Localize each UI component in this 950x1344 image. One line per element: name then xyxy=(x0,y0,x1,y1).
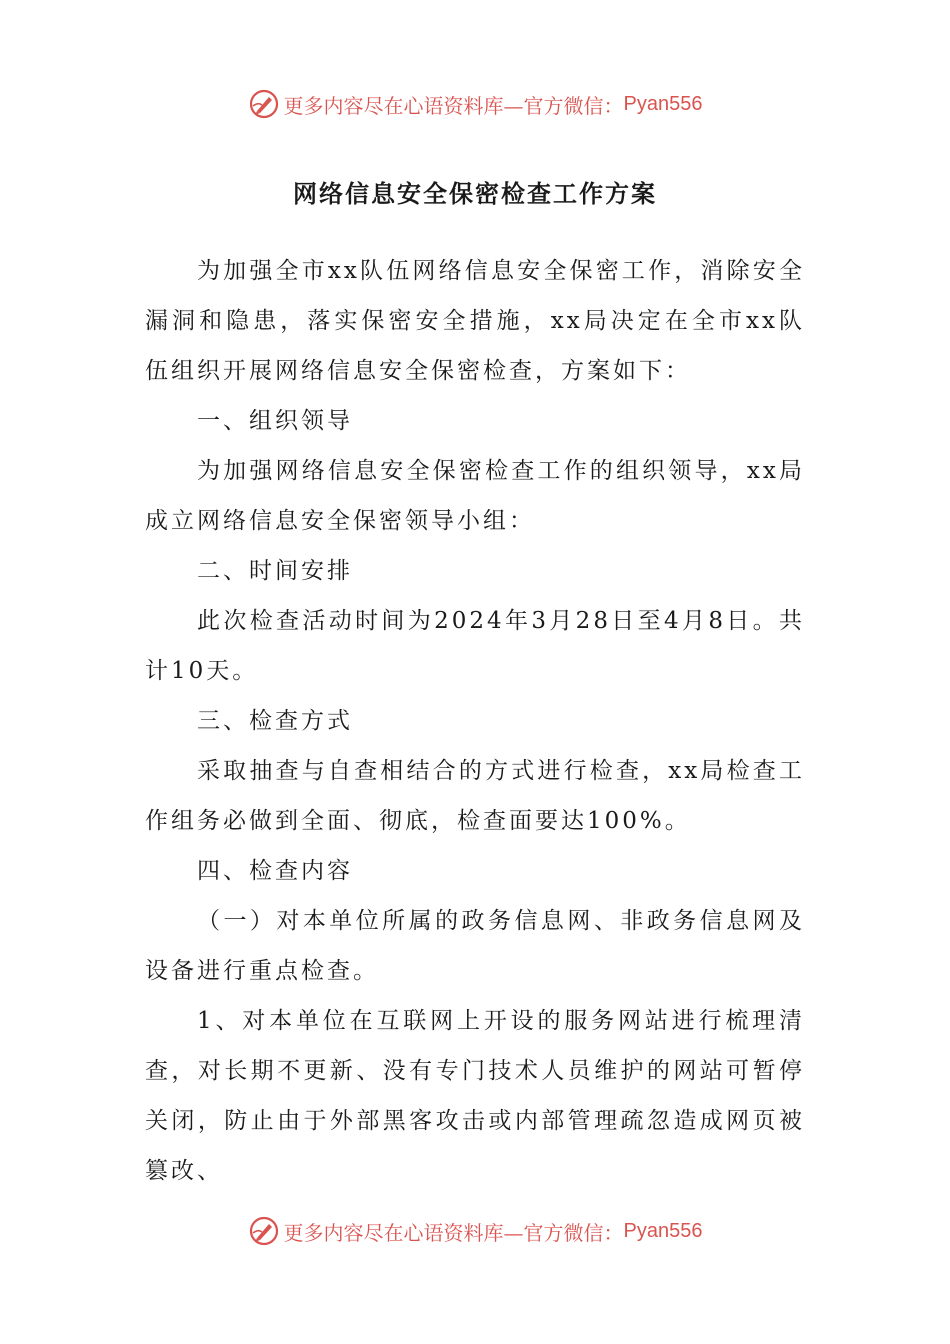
heading-schedule: 二、时间安排 xyxy=(197,558,353,584)
pen-logo-icon xyxy=(248,1215,280,1247)
banner-text: 更多内容尽在心语资料库—官方微信： xyxy=(283,93,624,118)
heading-organization: 一、组织领导 xyxy=(197,408,353,434)
document-title: 网络信息安全保密检查工作方案 xyxy=(293,180,657,208)
paragraph-intro: 为加强全市xx队伍网络信息安全保密工作，消除安全漏洞和隐患，落实保密安全措施，xx局决定在全市xx队伍组织开展网络信息安全保密检查，方案如下： xyxy=(145,258,805,384)
pen-logo-icon xyxy=(248,88,280,120)
footer-watermark-banner xyxy=(0,1211,950,1251)
heading-content: 四、检查内容 xyxy=(197,858,353,884)
paragraph-organization: 为加强网络信息安全保密检查工作的组织领导，xx局成立网络信息安全保密领导小组： xyxy=(145,458,805,534)
document-body xyxy=(145,246,805,1196)
paragraph-content-1-1: 1、对本单位在互联网上开设的服务网站进行梳理清查，对长期不更新、没有专门技术人员维护的网站可暂停关闭，防止由于外部黑客攻击或内部管理疏忽造成网页被篡改、 xyxy=(145,1008,805,1184)
banner-wechat-id: Pyan556 xyxy=(623,1219,703,1242)
heading-method: 三、检查方式 xyxy=(197,708,353,734)
header-watermark-banner xyxy=(0,84,950,124)
paragraph-content-1: （一）对本单位所属的政务信息网、非政务信息网及设备进行重点检查。 xyxy=(145,908,805,984)
banner-wechat-id: Pyan556 xyxy=(623,92,703,115)
banner-text: 更多内容尽在心语资料库—官方微信： xyxy=(283,1220,624,1245)
paragraph-method: 采取抽查与自查相结合的方式进行检查，xx局检查工作组务必做到全面、彻底，检查面要达100%。 xyxy=(145,758,805,834)
paragraph-schedule: 此次检查活动时间为2024年3月28日至4月8日。共计10天。 xyxy=(145,608,805,684)
